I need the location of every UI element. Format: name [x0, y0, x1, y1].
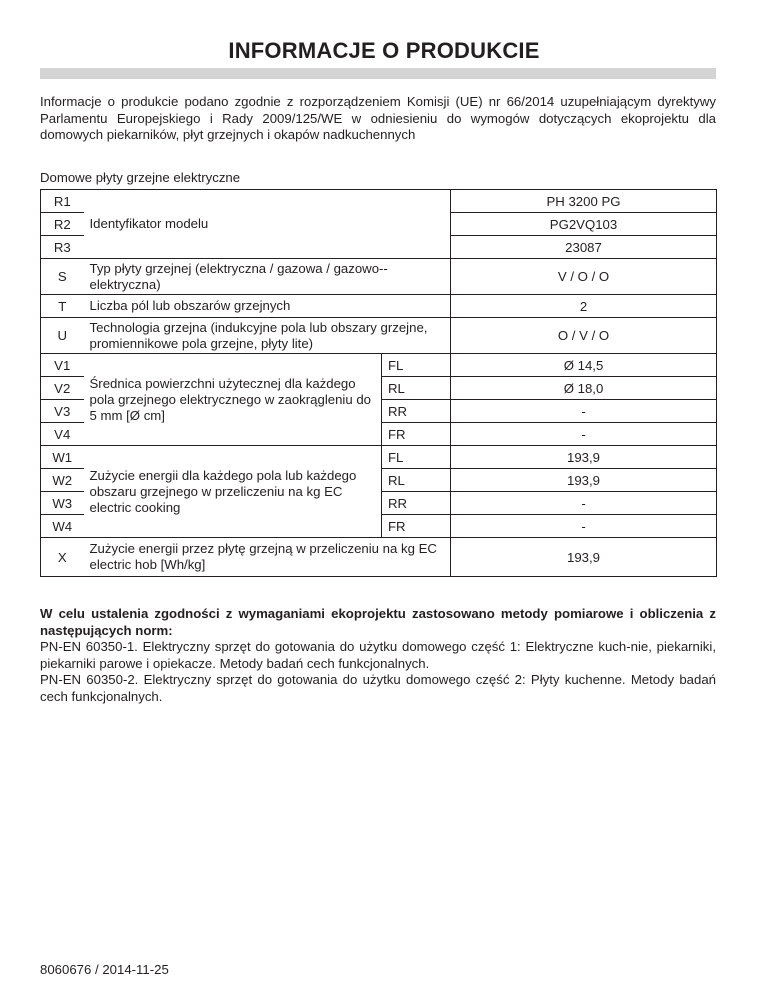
row-value: -	[451, 492, 717, 515]
document-footer: 8060676 / 2014-11-25	[40, 962, 169, 977]
row-value: -	[451, 423, 717, 446]
norm-line: PN-EN 60350-2. Elektryczny sprzęt do gotowania do użytku domowego część 2: Płyty kuchenne. Metody badań cech funkcjonalnych.	[40, 672, 716, 704]
norms-heading: W celu ustalenia zgodności z wymaganiami ekoprojektu zastosowano metody pomiarowe i obliczenia z następujących norm:	[40, 606, 716, 638]
row-code: R3	[41, 236, 84, 259]
row-code: U	[41, 318, 84, 354]
zone-position: FR	[382, 515, 451, 538]
row-value: 2	[451, 295, 717, 318]
table-row	[41, 190, 717, 213]
row-code: W4	[41, 515, 84, 538]
row-value: 193,9	[451, 538, 717, 577]
row-code: W1	[41, 446, 84, 469]
row-code: V3	[41, 400, 84, 423]
table-row	[41, 259, 717, 295]
row-code: T	[41, 295, 84, 318]
zone-position: RR	[382, 492, 451, 515]
zone-position: FR	[382, 423, 451, 446]
intro-paragraph: Informacje o produkcie podano zgodnie z rozporządzeniem Komisji (UE) nr 66/2014 uzupełniającym dyrektywy Parlamentu Europejskiego i Rady 2009/125/WE w odniesieniu do wymogów dotyczących ekoprojektu dla domowych piekarników, płyt grzejnych i okapów nadkuchennych	[40, 94, 716, 142]
row-code: V4	[41, 423, 84, 446]
title-underline-bar	[40, 68, 716, 79]
row-value: -	[451, 515, 717, 538]
zone-position: RL	[382, 377, 451, 400]
row-description: Zużycie energii przez płytę grzejną w przeliczeniu na kg EC electric hob [Wh/kg]	[84, 538, 451, 577]
row-value: 193,9	[451, 469, 717, 492]
norm-line: PN-EN 60350-1. Elektryczny sprzęt do gotowania do użytku domowego część 1: Elektryczne kuch-nie, piekarniki, piekarniki parowe i opiekacze. Metody badań cech funkcjonalnych.	[40, 639, 716, 671]
row-value: PG2VQ103	[451, 213, 717, 236]
zone-position: RR	[382, 400, 451, 423]
row-value: 23087	[451, 236, 717, 259]
row-code: W2	[41, 469, 84, 492]
table-row	[41, 446, 717, 469]
section-label: Domowe płyty grzejne elektryczne	[40, 170, 241, 185]
row-value: Ø 18,0	[451, 377, 717, 400]
row-description: Liczba pól lub obszarów grzejnych	[84, 295, 451, 318]
zone-position: FL	[382, 446, 451, 469]
row-code: X	[41, 538, 84, 577]
norms-section	[40, 606, 716, 705]
product-info-table	[40, 189, 717, 577]
row-description: Technologia grzejna (indukcyjne pola lub obszary grzejne, promiennikowe pola grzejne, płyty lite)	[84, 318, 451, 354]
row-description: Identyfikator modelu	[84, 190, 451, 259]
row-value: V / O / O	[451, 259, 717, 295]
row-value: -	[451, 400, 717, 423]
row-code: R1	[41, 190, 84, 213]
row-description: Średnica powierzchni użytecznej dla każdego pola grzejnego elektrycznego w zaokrągleniu do 5 mm [Ø cm]	[84, 354, 382, 446]
row-value: Ø 14,5	[451, 354, 717, 377]
row-description: Typ płyty grzejnej (elektryczna / gazowa / gazowo--elektryczna)	[84, 259, 451, 295]
row-code: S	[41, 259, 84, 295]
table-row	[41, 295, 717, 318]
row-code: W3	[41, 492, 84, 515]
row-description: Zużycie energii dla każdego pola lub każdego obszaru grzejnego w przeliczeniu na kg EC electric cooking	[84, 446, 382, 538]
table-row	[41, 354, 717, 377]
row-value: O / V / O	[451, 318, 717, 354]
zone-position: FL	[382, 354, 451, 377]
table-row	[41, 318, 717, 354]
row-value: 193,9	[451, 446, 717, 469]
table-row	[41, 538, 717, 577]
row-value: PH 3200 PG	[451, 190, 717, 213]
row-code: R2	[41, 213, 84, 236]
row-code: V2	[41, 377, 84, 400]
page-title: INFORMACJE O PRODUKCIE	[228, 38, 540, 63]
row-code: V1	[41, 354, 84, 377]
zone-position: RL	[382, 469, 451, 492]
